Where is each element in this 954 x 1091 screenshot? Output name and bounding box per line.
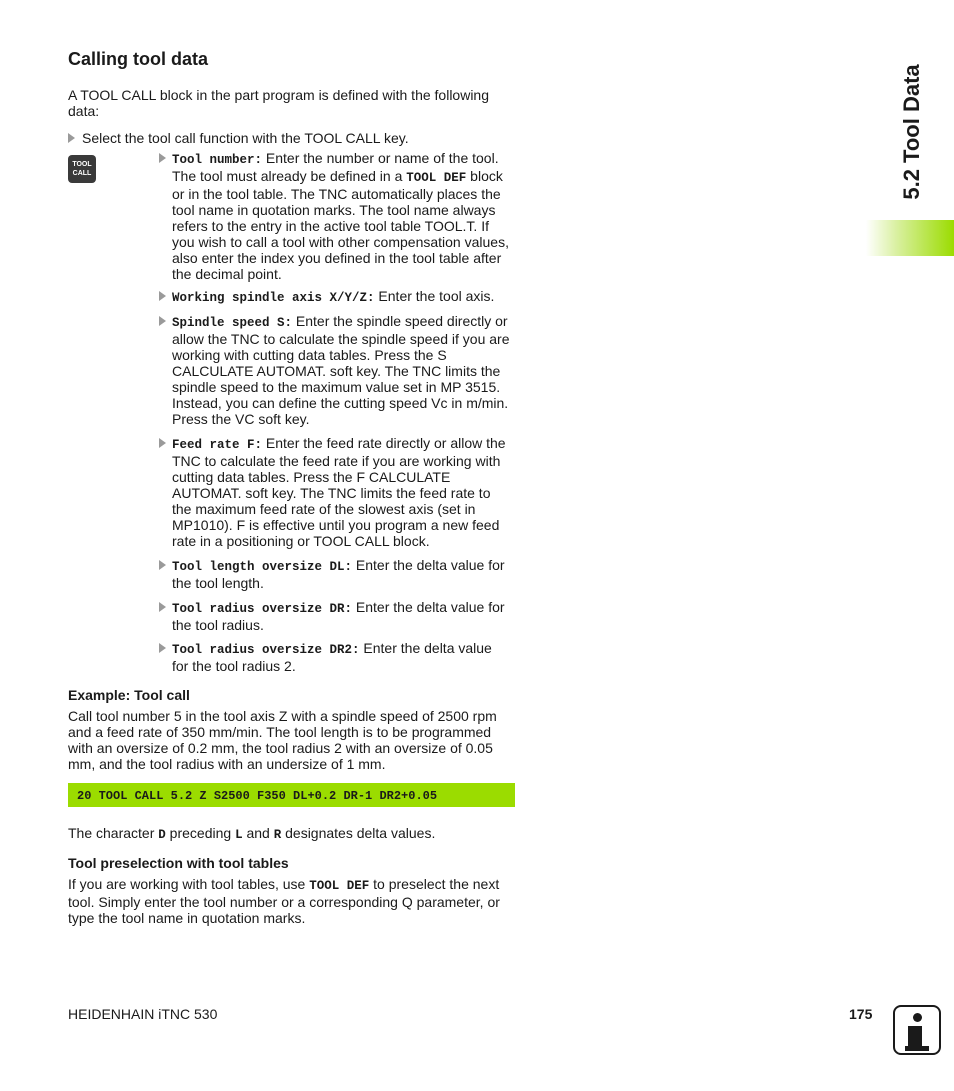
section-title: Calling tool data	[68, 49, 209, 69]
code-block	[68, 783, 515, 807]
tool-call-key-label-1: TOOL	[72, 161, 92, 168]
preselect-paragraph: If you are working with tool tables, use TOOL DEF to preselect the next tool. Simply enter the tool number or a corresponding Q parameter, or type the tool name in quotation marks.	[68, 876, 500, 926]
arrow-right-icon	[159, 316, 166, 326]
page-number: 175	[849, 1006, 873, 1022]
inline-code: R	[273, 828, 282, 842]
info-icon	[893, 1005, 941, 1055]
chapter-tab-marker	[866, 220, 954, 256]
tool-call-key[interactable]	[68, 155, 96, 183]
inline-code: D	[158, 828, 166, 842]
list-item-radius2-oversize: Tool radius oversize DR2: Enter the delta value for the tool radius 2.	[172, 640, 512, 674]
item-label: Tool radius oversize DR:	[172, 602, 353, 616]
inline-code: TOOL DEF	[309, 879, 370, 893]
inline-code: TOOL DEF	[406, 171, 467, 185]
item-label: Feed rate F:	[172, 438, 263, 452]
tool-call-key-label-2: CALL	[72, 170, 92, 177]
list-item-spindle-speed: Spindle speed S: Enter the spindle speed directly or allow the TNC to calculate the spindle speed if you are working with cutting data tables. Press the S CALCULATE AUTOMAT. soft key. The TNC limits the spindle speed to the maximum value set in MP 3515. Instead, you can define the cutting speed Vc in m/min. Press the VC soft key.	[172, 313, 512, 427]
list-item-radius-oversize: Tool radius oversize DR: Enter the delta value for the tool radius.	[172, 599, 512, 633]
arrow-right-icon	[159, 560, 166, 570]
list-item-spindle-axis: Working spindle axis X/Y/Z: Enter the tool axis.	[172, 288, 512, 306]
item-label: Working spindle axis X/Y/Z:	[172, 291, 375, 305]
intro-paragraph: A TOOL CALL block in the part program is defined with the following data:	[68, 87, 490, 119]
inline-code: L	[235, 828, 243, 842]
arrow-right-icon	[159, 438, 166, 448]
item-label: Spindle speed S:	[172, 316, 293, 330]
chapter-sidebar-title: 5.2 Tool Data	[899, 64, 924, 200]
item-label: Tool length oversize DL:	[172, 560, 353, 574]
item-label: Tool number:	[172, 153, 263, 167]
list-item-tool-number: Tool number: Enter the number or name of the tool. The tool must already be defined in a TOOL DEF block or in the tool table. The TNC automatically places the tool name in quotation marks. The tool name always refers to the entry in the active tool table TOOL.T. If you wish to call a tool with other compensation values, also enter the index you defined in the tool table after the decimal point.	[172, 150, 512, 282]
footer-product: HEIDENHAIN iTNC 530	[68, 1006, 218, 1022]
example-heading: Example: Tool call	[68, 687, 190, 703]
arrow-right-icon	[159, 291, 166, 301]
arrow-right-icon	[68, 133, 75, 143]
arrow-right-icon	[159, 643, 166, 653]
example-paragraph: Call tool number 5 in the tool axis Z with a spindle speed of 2500 rpm and a feed rate of 350 mm/min. The tool length is to be programmed with an oversize of 0.2 mm, the tool radius 2 with an oversize of 0.05 mm, and the tool radius with an undersize of 1 mm.	[68, 708, 497, 772]
arrow-right-icon	[159, 602, 166, 612]
arrow-right-icon	[159, 153, 166, 163]
delta-note: The character D preceding L and R designates delta values.	[68, 825, 436, 842]
code-line: 20 TOOL CALL 5.2 Z S2500 F350 DL+0.2 DR-1 DR2+0.05	[77, 789, 438, 803]
item-label: Tool radius oversize DR2:	[172, 643, 360, 657]
list-item-length-oversize: Tool length oversize DL: Enter the delta value for the tool length.	[172, 557, 512, 591]
preselect-heading: Tool preselection with tool tables	[68, 855, 289, 871]
list-item-feed-rate: Feed rate F: Enter the feed rate directly or allow the TNC to calculate the feed rate if you are working with cutting data tables. Press the F CALCULATE AUTOMAT. soft key. The TNC limits the feed rate to the maximum feed rate of the slowest axis (set in MP1010). F is effective until you program a new feed rate in a positioning or TOOL CALL block.	[172, 435, 512, 549]
